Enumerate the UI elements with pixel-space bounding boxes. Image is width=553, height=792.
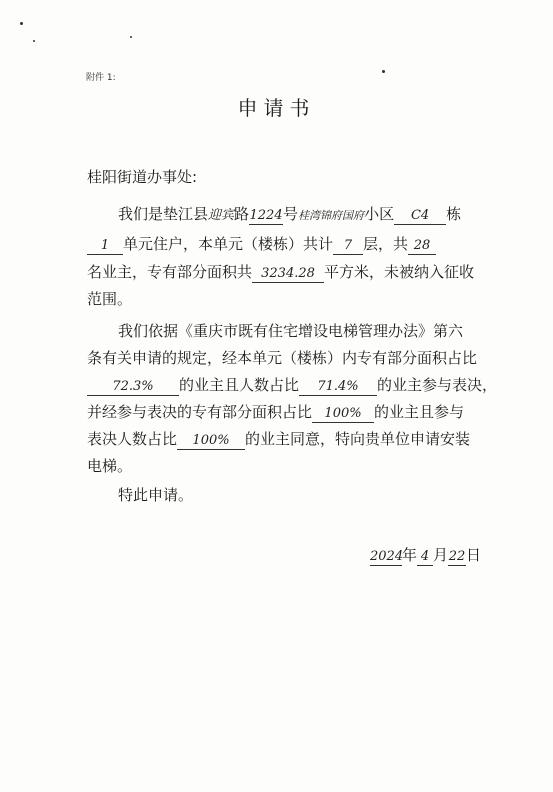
text: 的业主参与表决， [377, 376, 498, 394]
date-day: 22 [448, 549, 466, 564]
text: 名业主，专有部分面积共 [87, 263, 253, 281]
text: 单元住户，本单元（楼栋）共计 [123, 235, 334, 253]
text: 表决人数占比 [87, 430, 178, 448]
text: 路 [234, 205, 250, 223]
scan-speck [33, 40, 35, 42]
attachment-label: 附件 1: [86, 73, 116, 83]
floor-count: 7 [333, 238, 363, 255]
salutation: 桂阳街道办事处: [87, 168, 198, 186]
text: 的业主且人数占比 [179, 376, 300, 394]
para2-line1: 我们依据《重庆市既有住宅增设电梯管理办法》第六 [118, 322, 464, 340]
text: 日 [466, 546, 482, 564]
para2-line5 [87, 428, 470, 450]
building-number: C4 [394, 208, 446, 225]
text: 号 [283, 205, 299, 223]
para2-line4 [87, 401, 464, 423]
text: 的业主且参与 [374, 403, 465, 421]
text: 平方米，未被纳入征收 [324, 263, 475, 281]
area-ratio: 72.3% [87, 379, 179, 396]
voted-area-ratio: 100% [312, 406, 374, 423]
owner-count: 28 [408, 238, 436, 255]
para1-line3 [87, 261, 474, 283]
street-number: 1224 [249, 208, 283, 223]
community-name: 桂湾锦府国府 [298, 209, 365, 222]
scan-speck [130, 36, 132, 38]
para1-line1 [118, 203, 461, 225]
road-name: 迎宾 [208, 208, 235, 223]
unit-number: 1 [87, 238, 123, 255]
date-year: 2024 [370, 549, 404, 564]
para1-line4: 范围。 [87, 290, 133, 308]
para2-line2: 条有关申请的规定，经本单元（楼栋）内专有部分面积占比 [87, 349, 478, 367]
people-ratio: 71.4% [299, 379, 377, 396]
text: 月 [433, 546, 449, 564]
voted-people-ratio: 100% [177, 433, 245, 450]
scan-speck [382, 70, 385, 73]
closing-line: 特此申请。 [118, 486, 194, 504]
text: 层，共 [363, 235, 409, 253]
text: 我们是垫江县 [118, 205, 209, 223]
document-title: 申请书 [237, 96, 316, 120]
text: 年 [402, 546, 418, 564]
text: 并经参与表决的专有部分面积占比 [87, 403, 313, 421]
total-area: 3234.28 [252, 266, 324, 283]
scan-speck [20, 22, 23, 25]
text: 小区 [364, 205, 395, 223]
text: 的业主同意，特向贵单位申请安装 [245, 430, 471, 448]
para2-line3 [87, 374, 497, 396]
para1-line2 [87, 233, 436, 255]
para2-line6: 电梯。 [87, 457, 133, 475]
text: 栋 [446, 205, 462, 223]
date-month: 4 [417, 549, 433, 566]
signature-date [370, 544, 481, 566]
